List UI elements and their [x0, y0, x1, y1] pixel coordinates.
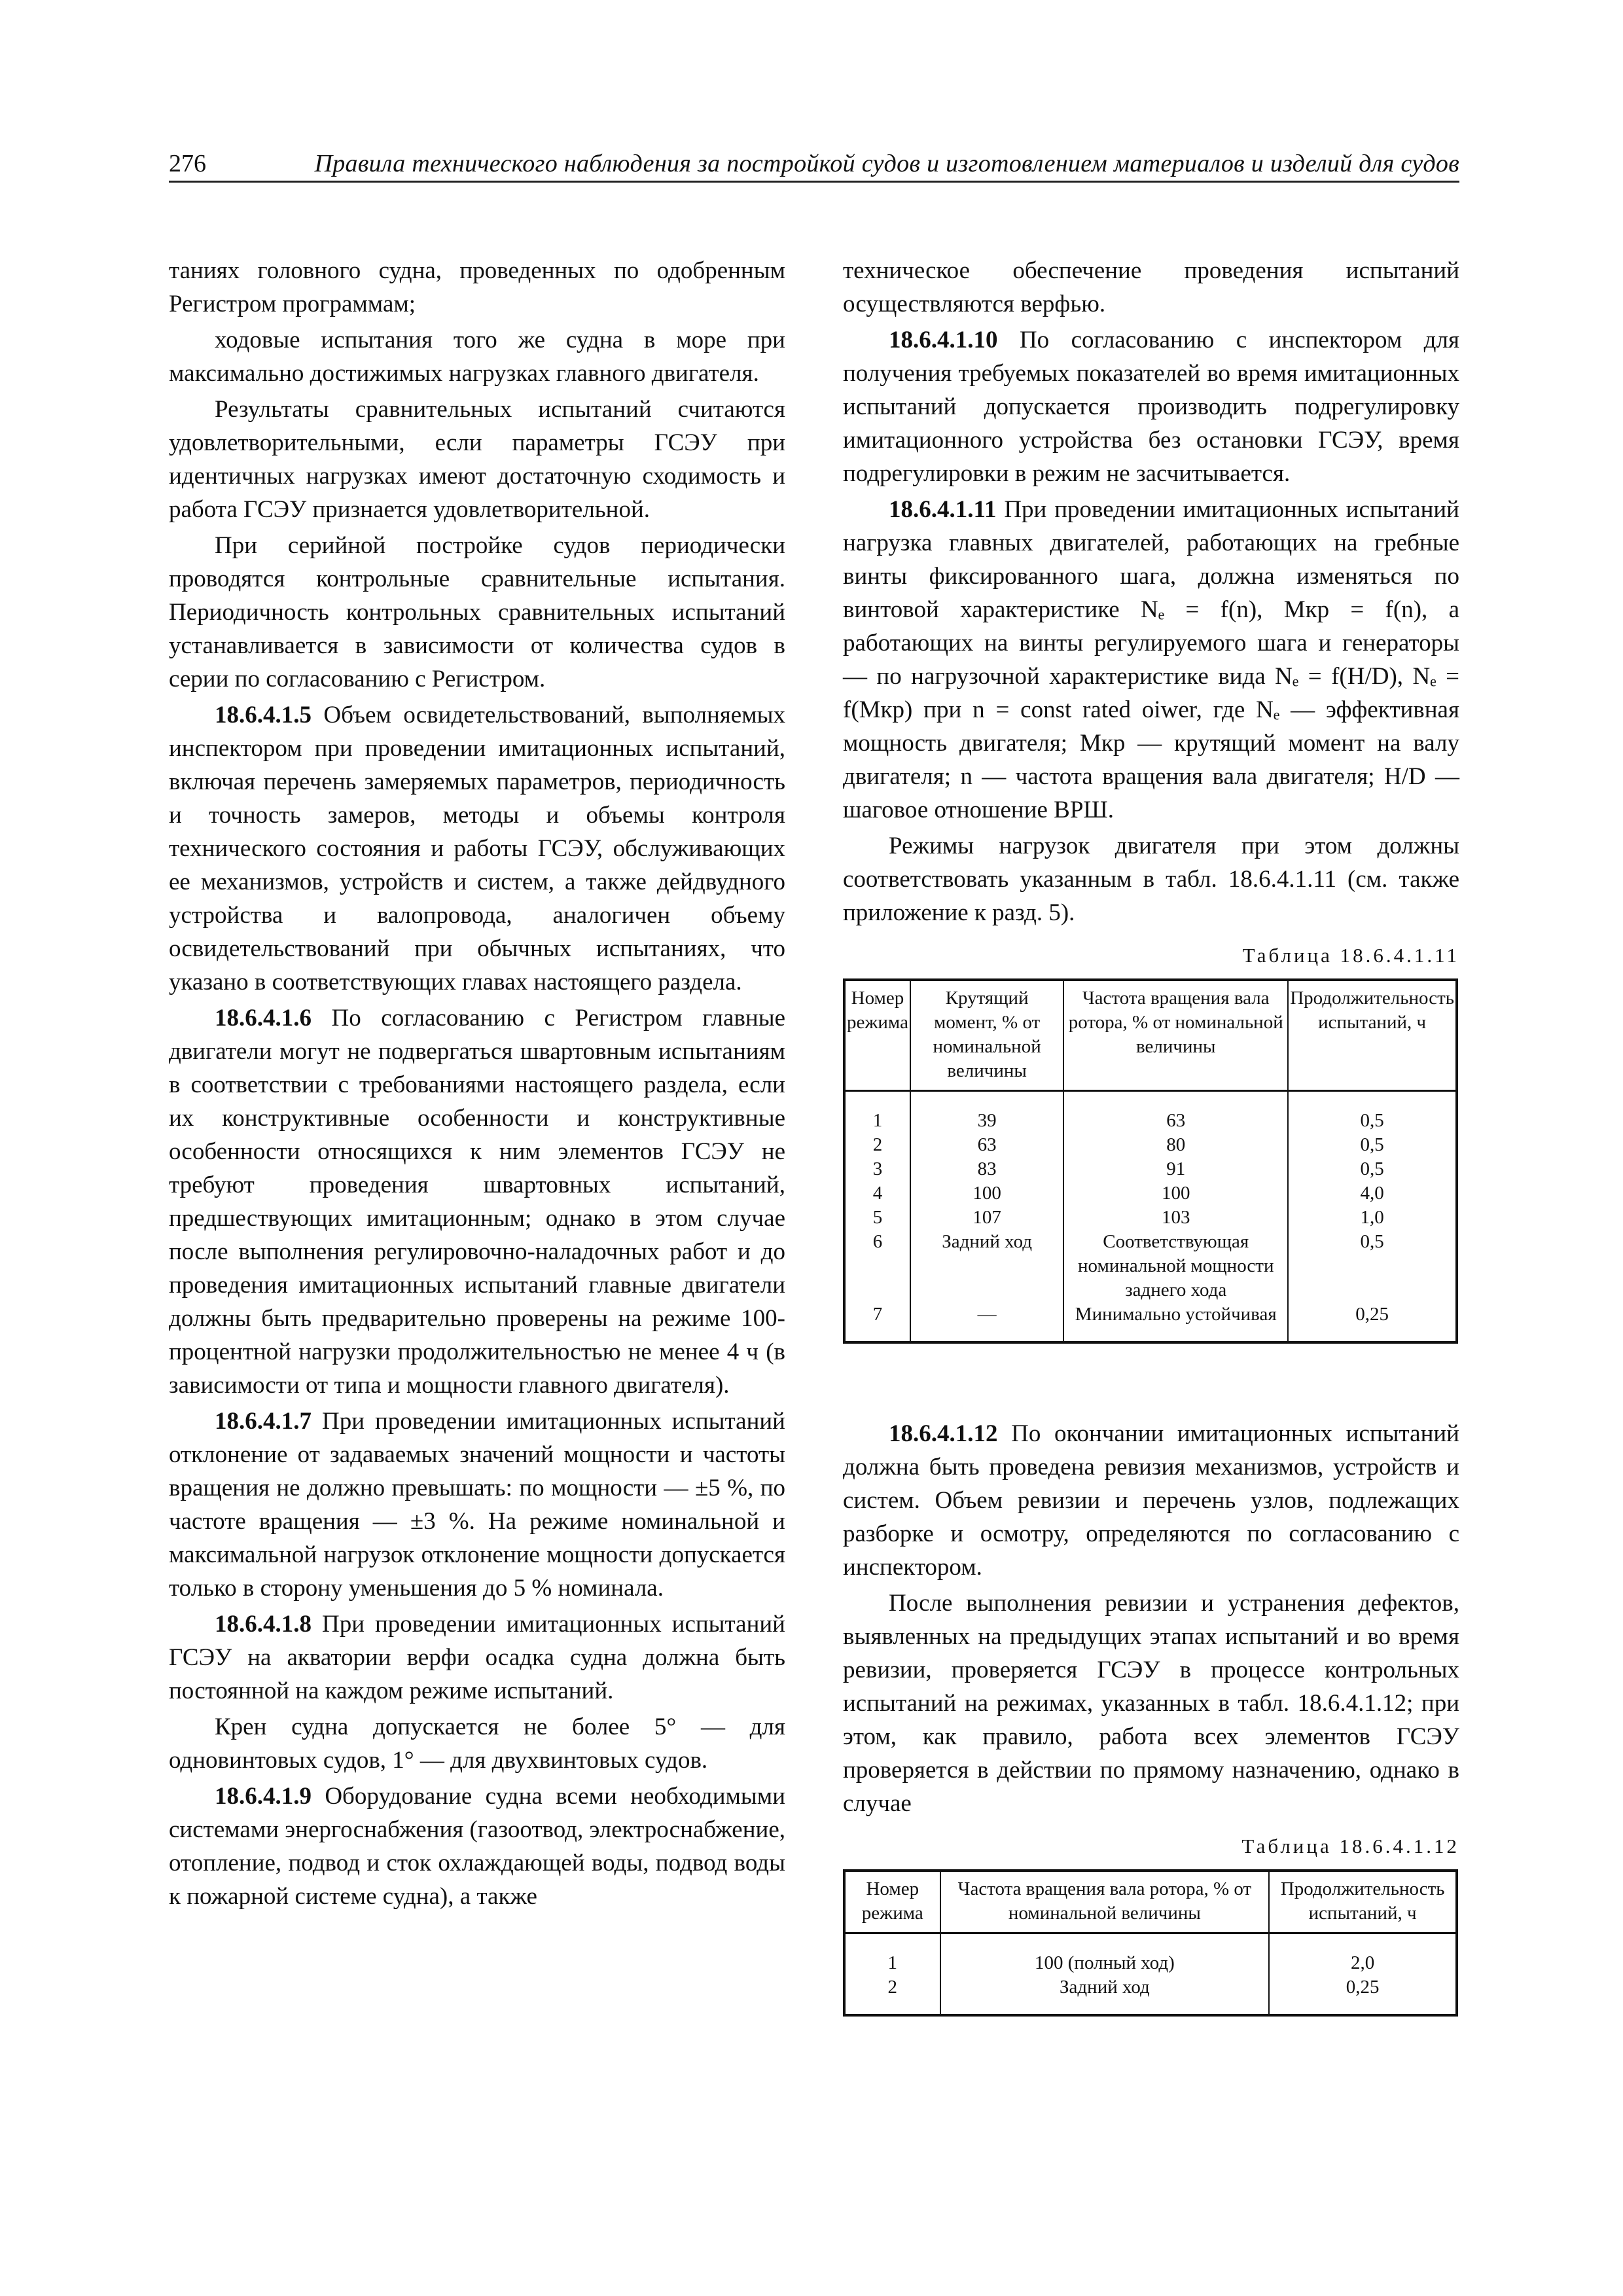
- table-cell: 100 (полный ход): [940, 1933, 1270, 1976]
- table-row: [844, 1157, 1457, 1181]
- paragraph: техническое обеспечение проведения испытаний осуществляются верфью.: [843, 257, 1459, 317]
- clause-text: При проведении имитационных испытаний ГСЭУ на акватории верфи осадка судна должна быть постоянной на каждом режиме испытаний.: [169, 1611, 785, 1704]
- clause-number: 18.6.4.1.7: [215, 1408, 312, 1435]
- clause-number: 18.6.4.1.5: [215, 702, 312, 728]
- table-cell: 0,5: [1288, 1091, 1457, 1134]
- running-title: Правила технического наблюдения за постройкой судов и изготовлением материалов и изделий для судов: [314, 150, 1459, 177]
- paragraph: Крен судна допускается не более 5° — для одновинтовых судов, 1° — для двухвинтовых судов.: [169, 1713, 785, 1774]
- paragraph: Результаты сравнительных испытаний считаются удовлетворительными, если параметры ГСЭУ при идентичных нагрузках имеют достаточную сходимость и работа ГСЭУ признается удовлетворительной.: [169, 396, 785, 523]
- clause-text: При проведении имитационных испытаний нагрузка главных двигателей, работающих на гребные винты фиксированного шага, должна изменяться по винтовой характеристике Nₑ = f(n), Mкр = f(n), а работающих на винты регулируемого шага и генераторы — по нагрузочной характеристике вида Nₑ = f(H/D), Nₑ = f(Mкр) при n = const rated oiwer, где Nₑ — эффективная мощность двигателя; Mкр — крутящий момент на валу двигателя; n — частота вращения вала двигателя; H/D — шаговое отношение ВРШ.: [843, 496, 1459, 823]
- column-header: Частота вращения вала ротора, % от номинальной величины: [1063, 980, 1288, 1091]
- column-header: Частота вращения вала ротора, % от номинальной величины: [940, 1871, 1270, 1933]
- table-cell: 80: [1063, 1133, 1288, 1157]
- table-cell: Задний ход: [940, 1975, 1270, 2015]
- table-cell: 63: [1063, 1091, 1288, 1134]
- table-cell: 1: [844, 1933, 940, 1976]
- table-row: [844, 1230, 1457, 1302]
- clause-number: 18.6.4.1.11: [889, 496, 997, 523]
- table-cell: 2,0: [1269, 1933, 1457, 1976]
- paragraph: [169, 1607, 785, 1708]
- clause-number: 18.6.4.1.12: [889, 1420, 998, 1447]
- table-cell: Задний ход: [910, 1230, 1063, 1302]
- clause-text: Объем освидетельствований, выполняемых инспектором при проведении имитационных испытаний, включая перечень замеряемых параметров, периодичность и точность замеров, методы и объемы контроля технического состояния и работы ГСЭУ, обслуживающих ее механизмов, устройств и систем, а также дейдвудного устройства и валопровода, аналогичен объему освидетельствований при обычных испытаниях, что указано в соответствующих главах настоящего раздела.: [169, 702, 785, 996]
- table-cell: 3: [844, 1157, 910, 1181]
- paragraph: таниях головного судна, проведенных по одобренным Регистром программам;: [169, 257, 785, 317]
- clause-text: По окончании имитационных испытаний должна быть проведена ревизия механизмов, устройств и систем. Объем ревизии и перечень узлов, подлежащих разборке и осмотру, определяются по согласованию с инспектором.: [843, 1420, 1459, 1581]
- table-caption: Таблица 18.6.4.1.12: [1241, 1835, 1459, 1857]
- table-cell: 0,5: [1288, 1230, 1457, 1302]
- clause-number: 18.6.4.1.8: [215, 1611, 312, 1638]
- page-number: 276: [169, 150, 206, 177]
- column-header: Крутящий момент, % от номинальной величины: [910, 980, 1063, 1091]
- table-cell: 103: [1063, 1206, 1288, 1230]
- table-cell: 6: [844, 1230, 910, 1302]
- paragraph: При серийной постройке судов периодически проводятся контрольные сравнительные испытания. Периодичность контрольных сравнительных испытаний устанавливается в зависимости от количества судов в серии по согласованию с Регистром.: [169, 532, 785, 692]
- clause-number: 18.6.4.1.10: [889, 327, 998, 353]
- left-column: [169, 254, 785, 1916]
- table-cell: Минимально устойчивая: [1063, 1302, 1288, 1342]
- paragraph: [843, 1417, 1459, 1584]
- table-caption: Таблица 18.6.4.1.11: [1242, 944, 1459, 967]
- table-row: [844, 1091, 1457, 1134]
- table-row: [844, 1181, 1457, 1206]
- table-row: [844, 1206, 1457, 1230]
- clause-text: По согласованию с Регистром главные двигатели могут не подвергаться швартовным испытаниям в соответствии с требованиями настоящего раздела, если их конструктивные особенности и конструктивные особенности относящихся к ним элементов ГСЭУ не требуют проведения швартовных испытаний, предшествующих имитационным; однако в этом случае после выполнения регулировочно-наладочных работ и до проведения имитационных испытаний главные двигатели должны быть предварительно проверены на режиме 100-процентной нагрузки продолжительностью не менее 4 ч (в зависимости от типа и мощности главного двигателя).: [169, 1005, 785, 1399]
- column-header: Номер режима: [844, 1871, 940, 1933]
- load-modes-table: [843, 978, 1458, 1344]
- table-cell: 0,5: [1288, 1133, 1457, 1157]
- paragraph: Режимы нагрузок двигателя при этом должны соответствовать указанным в табл. 18.6.4.1.11 (см. также приложение к разд. 5).: [843, 833, 1459, 926]
- paragraph: [843, 493, 1459, 827]
- paragraph: [169, 1001, 785, 1402]
- paragraph: После выполнения ревизии и устранения дефектов, выявленных на предыдущих этапах испытаний и во время ревизии, проверяется ГСЭУ в процессе контрольных испытаний на режимах, указанных в табл. 18.6.4.1.12; при этом, как правило, работа всех элементов ГСЭУ проверяется в действии по прямому назначению, однако в случае: [843, 1590, 1459, 1817]
- table-cell: 1: [844, 1091, 910, 1134]
- table-cell: 0,5: [1288, 1157, 1457, 1181]
- clause-number: 18.6.4.1.6: [215, 1005, 312, 1031]
- column-header: Номер режима: [844, 980, 910, 1091]
- table-cell: 0,25: [1288, 1302, 1457, 1342]
- table-cell: 91: [1063, 1157, 1288, 1181]
- table-cell: 100: [1063, 1181, 1288, 1206]
- table-cell: 0,25: [1269, 1975, 1457, 2015]
- clause-number: 18.6.4.1.9: [215, 1783, 312, 1810]
- table-cell: 4,0: [1288, 1181, 1457, 1206]
- right-column: [843, 254, 1459, 2017]
- paragraph: [169, 1780, 785, 1913]
- table-cell: 107: [910, 1206, 1063, 1230]
- column-header: Продолжительность испытаний, ч: [1269, 1871, 1457, 1933]
- table-cell: 7: [844, 1302, 910, 1342]
- clause-text: По согласованию с инспектором для получения требуемых показателей во время имитационных испытаний допускается производить подрегулировку имитационного устройства без остановки ГСЭУ, время подрегулировки в режим не засчитывается.: [843, 327, 1459, 487]
- clause-text: При проведении имитационных испытаний отклонение от задаваемых значений мощности и частоты вращения не должно превышать: по мощности — ±5 %, по частоте вращения — ±3 %. На режиме номинальной и максимальной нагрузок отклонение мощности допускается только в сторону уменьшения до 5 % номинала.: [169, 1408, 785, 1602]
- table-cell: —: [910, 1302, 1063, 1342]
- table-row: [844, 1975, 1457, 2015]
- table-cell: 83: [910, 1157, 1063, 1181]
- page-header: [169, 148, 1459, 183]
- table-row: [844, 1933, 1457, 1976]
- clause-text: Оборудование судна всеми необходимыми системами энергоснабжения (газоотвод, электроснабжение, отопление, подвод и сток охлаждающей воды, подвод воды к пожарной системе судна), а также: [169, 1783, 785, 1910]
- table-cell: 2: [844, 1975, 940, 2015]
- table-cell: 1,0: [1288, 1206, 1457, 1230]
- table-row: [844, 1302, 1457, 1342]
- table-cell: 39: [910, 1091, 1063, 1134]
- table-cell: Соответствующая номинальной мощности заднего хода: [1063, 1230, 1288, 1302]
- paragraph: [169, 1405, 785, 1605]
- control-tests-table: [843, 1869, 1458, 2017]
- paragraph: [843, 323, 1459, 490]
- paragraph: ходовые испытания того же судна в море при максимально достижимых нагрузках главного двигателя.: [169, 327, 785, 387]
- table-cell: 4: [844, 1181, 910, 1206]
- paragraph: [169, 698, 785, 999]
- table-cell: 100: [910, 1181, 1063, 1206]
- table-cell: 63: [910, 1133, 1063, 1157]
- table-cell: 5: [844, 1206, 910, 1230]
- table-row: [844, 1133, 1457, 1157]
- column-header: Продолжительность испытаний, ч: [1288, 980, 1457, 1091]
- table-cell: 2: [844, 1133, 910, 1157]
